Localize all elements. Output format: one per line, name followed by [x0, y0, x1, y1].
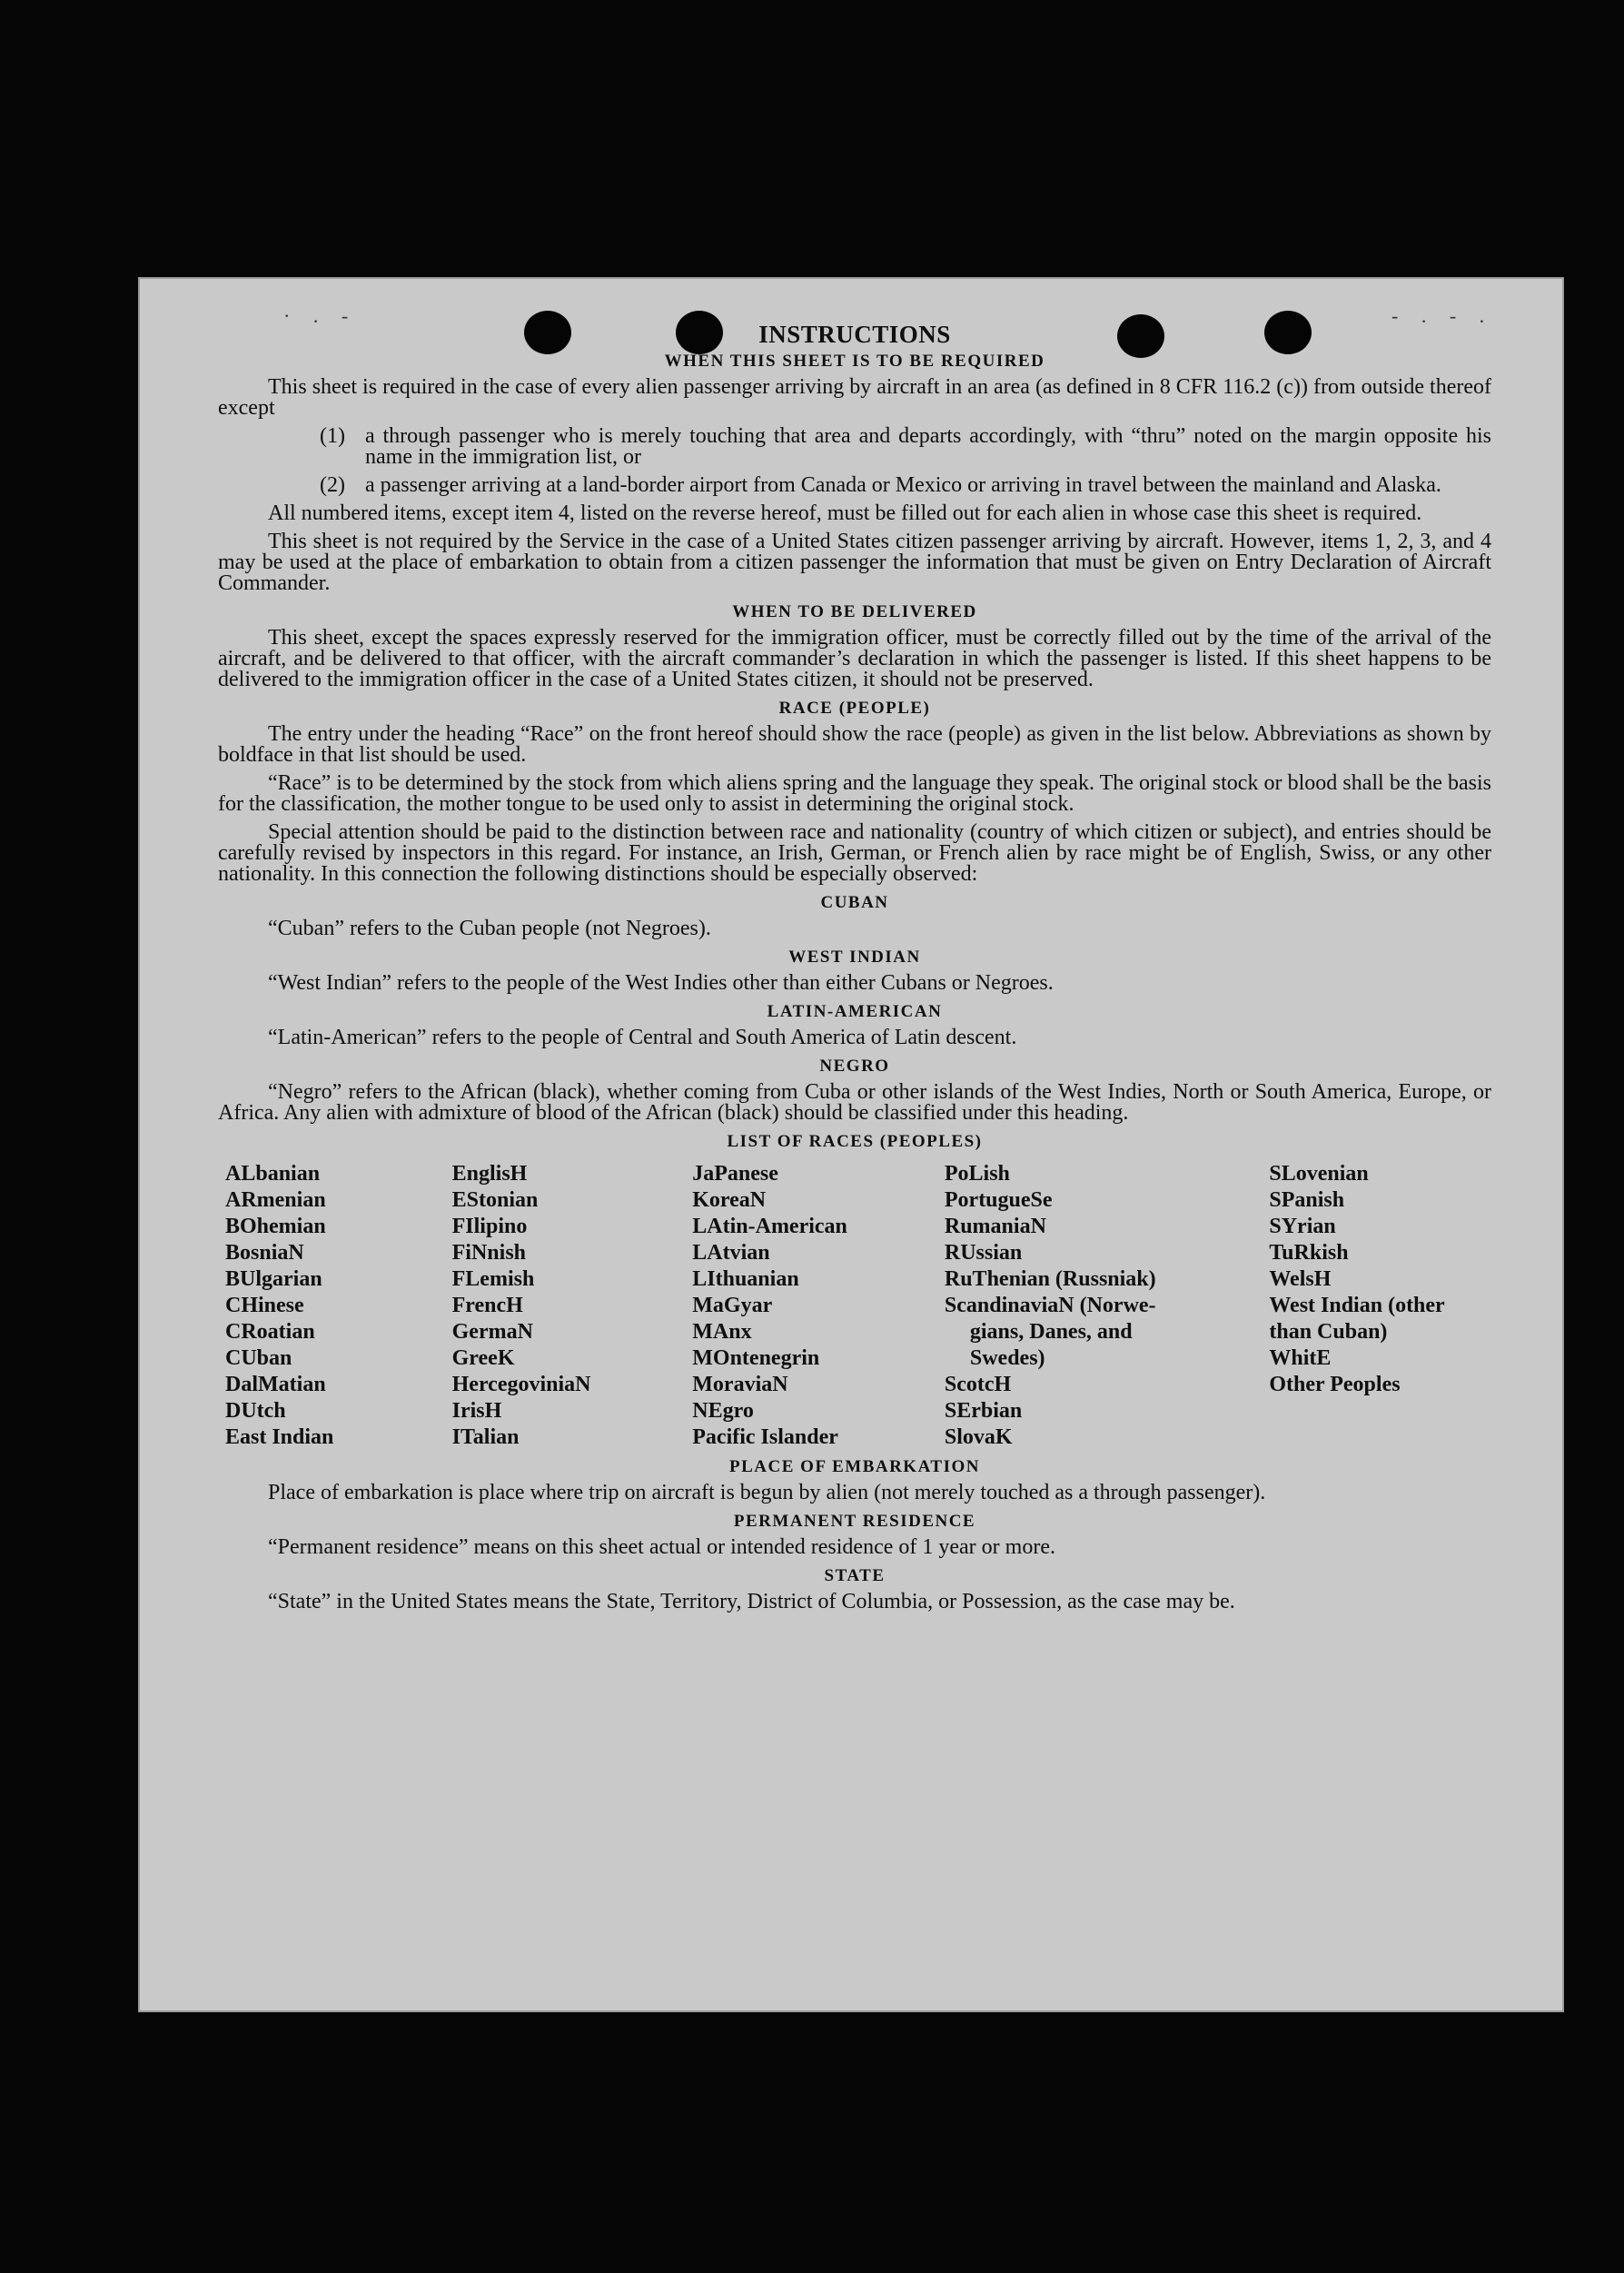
section-heading: RACE (PEOPLE)	[778, 699, 931, 718]
paragraph: Place of embarkation is place where trip on aircraft is begun by alien (not merely touched as a through passenger).	[268, 1481, 1266, 1504]
race-entry: ScotcH	[944, 1373, 1012, 1396]
race-entry: IrisH	[451, 1399, 502, 1423]
race-column	[225, 1161, 452, 1451]
race-entry: SErbian	[944, 1399, 1023, 1423]
section-heading: WHEN THIS SHEET IS TO BE REQUIRED	[664, 352, 1045, 371]
race-entry: MAnx	[692, 1320, 752, 1344]
race-entry: gians, Danes, and	[969, 1320, 1133, 1344]
race-entry: MOntenegrin	[692, 1346, 820, 1370]
race-entry: MoraviaN	[692, 1373, 788, 1396]
section-heading: LATIN-AMERICAN	[767, 1002, 943, 1021]
race-entry: NEgro	[692, 1399, 754, 1423]
race-entry: WelsH	[1269, 1267, 1332, 1291]
race-entry: BosniaN	[225, 1241, 304, 1265]
race-entry: RuThenian (Russniak)	[944, 1267, 1156, 1291]
race-entry: ScandinaviaN (Norwe-	[944, 1294, 1156, 1317]
paragraph: All numbered items, except item 4, listed on the reverse hereof, must be filled out for each alien in whose case this sheet is required.	[268, 501, 1422, 525]
paragraph: “State” in the United States means the State, Territory, District of Columbia, or Possession, as the case may be.	[268, 1590, 1235, 1613]
paragraph: “Latin-American” refers to the people of Central and South America of Latin descent.	[268, 1026, 1017, 1049]
item-number: (2)	[320, 473, 345, 497]
race-entry: GreeK	[451, 1346, 515, 1370]
race-entry: CHinese	[225, 1294, 304, 1317]
race-entry: than Cuban)	[1269, 1320, 1388, 1344]
paragraph: This sheet is not required by the Service in the case of a United States citizen passenger arriving by aircraft. However, items 1, 2, 3, and 4 may be used at the place of embarkation to obtain from a citizen passenger the information that must be given on Entry Declaration of Aircraft Commander.	[218, 530, 1491, 595]
race-entry: CUban	[225, 1346, 292, 1370]
race-entry: RumaniaN	[944, 1215, 1046, 1238]
race-entry: WhitE	[1269, 1346, 1332, 1370]
section-heading: STATE	[824, 1566, 886, 1585]
section-heading: CUBAN	[820, 893, 889, 912]
page-title: INSTRUCTIONS	[758, 321, 951, 348]
race-column	[692, 1161, 945, 1451]
race-entry: MaGyar	[692, 1294, 773, 1317]
race-entry: West Indian (other	[1269, 1294, 1445, 1317]
item-number: (1)	[320, 424, 345, 448]
race-entry: FIlipino	[451, 1215, 528, 1238]
item-text: a passenger arriving at a land-border airport from Canada or Mexico or arriving in travel between the mainland and Alaska.	[365, 473, 1441, 497]
paragraph: The entry under the heading “Race” on the front hereof should show the race (people) as given in the list below. Abbreviations as shown by boldface in that list should be used.	[218, 722, 1491, 767]
race-entry: HercegoviniaN	[451, 1373, 591, 1396]
section-heading: PERMANENT RESIDENCE	[733, 1512, 976, 1531]
document-sheet	[138, 277, 1564, 2012]
race-entry: SYrian	[1269, 1215, 1336, 1238]
race-entry: TuRkish	[1269, 1241, 1349, 1265]
section-heading: NEGRO	[819, 1057, 890, 1076]
paragraph: “Negro” refers to the African (black), whether coming from Cuba or other islands of the West Indies, North or South America, Europe, or Africa. Any alien with admixture of blood of the African (black) should be classified under this heading.	[218, 1080, 1491, 1125]
race-entry: Other Peoples	[1269, 1373, 1401, 1396]
paragraph: This sheet is required in the case of every alien passenger arriving by aircraft in an area (as defined in 8 CFR 116.2 (c)) from outside thereof except	[218, 375, 1491, 420]
paragraph: “West Indian” refers to the people of the West Indies other than either Cubans or Negroes.	[268, 971, 1054, 995]
race-entry: PoLish	[944, 1162, 1010, 1186]
race-entry: EnglisH	[451, 1162, 528, 1186]
race-entry: DUtch	[225, 1399, 286, 1423]
race-entry: BOhemian	[225, 1215, 326, 1238]
race-entry: GermaN	[451, 1320, 533, 1344]
race-column	[452, 1161, 693, 1451]
race-entry: FrencH	[451, 1294, 523, 1317]
paragraph: “Race” is to be determined by the stock from which aliens spring and the language they speak. The original stock or blood shall be the basis for the classification, the mother tongue to be used only to assist in determining the original stock.	[218, 771, 1491, 816]
scan-specks: - . - .	[1391, 304, 1494, 327]
race-entry: ITalian	[451, 1425, 520, 1449]
paragraph: “Cuban” refers to the Cuban people (not Negroes).	[268, 917, 711, 940]
race-column	[945, 1161, 1269, 1451]
list-item	[320, 426, 1491, 468]
paragraph: Special attention should be paid to the distinction between race and nationality (country of which citizen or subject), and entries should be carefully revised by inspectors in this regard. For instance, an Irish, German, or French alien by race might be of English, Swiss, or any other nationality. In this connection the following distinctions should be especially observed:	[218, 820, 1491, 886]
race-entry: ALbanian	[225, 1162, 321, 1186]
race-entry: SlovaK	[944, 1425, 1013, 1449]
scan-specks: · . -	[283, 304, 358, 327]
race-column	[1269, 1161, 1491, 1451]
race-entry: BUlgarian	[225, 1267, 322, 1291]
race-entry: East Indian	[225, 1425, 334, 1449]
race-entry: RUssian	[944, 1241, 1023, 1265]
race-entry: CRoatian	[225, 1320, 315, 1344]
section-heading: WEST INDIAN	[788, 948, 921, 967]
race-entry: LAtin-American	[692, 1215, 847, 1238]
race-entry: FiNnish	[451, 1241, 527, 1265]
race-entry: SPanish	[1269, 1188, 1345, 1212]
race-entry: FLemish	[451, 1267, 535, 1291]
section-heading: WHEN TO BE DELIVERED	[732, 602, 977, 621]
section-heading: PLACE OF EMBARKATION	[729, 1457, 980, 1476]
race-list	[225, 1161, 1491, 1451]
race-entry: DalMatian	[225, 1373, 326, 1396]
race-entry: PortugueSe	[944, 1188, 1053, 1212]
paragraph: This sheet, except the spaces expressly reserved for the immigration officer, must be correctly filled out by the time of the arrival of the aircraft, and be delivered to that officer, with the aircraft commander’s declaration in which the passenger is listed. If this sheet happens to be delivered to the immigration officer in the case of a United States citizen, it should not be preserved.	[218, 626, 1491, 691]
item-text: a through passenger who is merely touching that area and departs accordingly, with “thru” noted on the margin opposite his name in the immigration list, or	[365, 424, 1491, 469]
instructions-body	[218, 319, 1491, 1620]
race-entry: SLovenian	[1269, 1162, 1369, 1186]
race-entry: LAtvian	[692, 1241, 770, 1265]
race-entry: LIthuanian	[692, 1267, 799, 1291]
race-entry: KoreaN	[692, 1188, 767, 1212]
section-heading: LIST OF RACES (PEOPLES)	[727, 1132, 983, 1151]
race-entry: EStonian	[451, 1188, 539, 1212]
race-entry: ARmenian	[225, 1188, 326, 1212]
race-entry: Pacific Islander	[692, 1425, 838, 1449]
race-entry: Swedes)	[969, 1346, 1045, 1370]
race-entry: JaPanese	[692, 1162, 778, 1186]
paragraph: “Permanent residence” means on this sheet actual or intended residence of 1 year or more.	[268, 1535, 1055, 1559]
list-item	[320, 475, 1491, 496]
